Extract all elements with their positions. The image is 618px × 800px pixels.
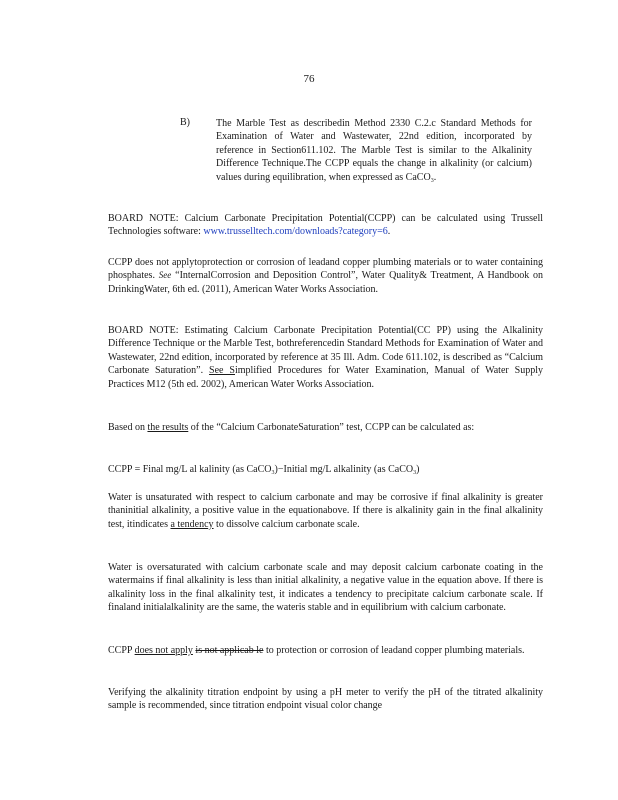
trussell-link[interactable]: www.trusselltech.com/downloads?category=6 bbox=[203, 226, 388, 238]
the-results-underlined: the results bbox=[147, 422, 189, 433]
struck-text: is not applicab le bbox=[195, 645, 264, 656]
board-note-trussell-end: . bbox=[387, 226, 391, 238]
does-not-apply-underlined: does not apply bbox=[134, 645, 193, 656]
board-note-estimating-citation: implified Procedures for Water Examination, Manual of Water Supply Practices M12 (5th ed. 2002), American Water Works Association. bbox=[108, 365, 544, 390]
formula-subscript-2: 3 bbox=[413, 470, 417, 476]
ccpp-phosphates-text: CCPP does not applytoprotection or corrosion of leadand copper plumbing materials or to water containing phosphates. bbox=[108, 257, 543, 282]
formula-part-3: ) bbox=[416, 464, 420, 475]
ccpp-formula bbox=[108, 463, 543, 480]
see-italic: See bbox=[158, 270, 172, 281]
verifying-paragraph bbox=[108, 686, 543, 713]
unsaturated-end: to dissolve calcium carbonate scale. bbox=[216, 518, 360, 530]
ccpp-not-apply-end: to protection or corrosion of leadand copper plumbing materials. bbox=[265, 645, 525, 656]
formula-part-2: )−Initial mg/L alkalinity (as CaCO bbox=[274, 464, 414, 475]
a-tendency-underlined: a tendency bbox=[170, 518, 214, 530]
based-on-paragraph bbox=[108, 421, 543, 434]
oversaturated-text: Water is oversaturated with calcium carbonate scale and may deposit calcium carbonate coating in the watermains if final alkalinity is less than initial alkalinity, a negative value in the equation above. If there is alkalinity loss in the final alkalinity test, it indicates a tendency to precipitate calcium carbonate scale. If finaland initialalkalinity are the same, the wateris stable and in equilibrium with calcium carbonate. bbox=[108, 562, 543, 614]
list-marker-b: B) bbox=[180, 117, 190, 128]
marble-test-subscript: 3 bbox=[430, 177, 434, 184]
board-note-estimating bbox=[108, 324, 543, 391]
marble-test-text bbox=[216, 117, 532, 188]
board-note-trussell-text: BOARD NOTE: Calcium Carbonate Precipitation Potential(CCPP) can be calculated using Trussell Technologies software: bbox=[108, 213, 543, 238]
unsaturated-text: Water is unsaturated with respect to calcium carbonate and may be corrosive if final alkalinity is greater thaninitial alkalinity, a positive value in the equationabove. If there is alkalinity gain in the final alkalinity test, itindicates bbox=[108, 492, 543, 530]
unsaturated-paragraph bbox=[108, 491, 543, 531]
formula-subscript-1: 3 bbox=[271, 470, 275, 476]
verifying-text: Verifying the alkalinity titration endpoint by using a pH meter to verify the pH of the titrated alkalinity sample is recommended, since titration endpoint visual color change bbox=[108, 687, 543, 712]
ccpp-label: CCPP bbox=[108, 645, 133, 656]
page-number: 76 bbox=[303, 73, 315, 85]
board-note-trussell bbox=[108, 212, 543, 239]
ccpp-not-apply-paragraph bbox=[108, 644, 543, 657]
oversaturated-paragraph bbox=[108, 561, 543, 615]
board-note-estimating-text: BOARD NOTE: Estimating Calcium Carbonate Precipitation Potential(CC PP) using the Alkalinity Difference Technique or the Marble Test, bothreferencedin Standard Methods for Examination of Water and Wastewater, 22nd edition, incorporated by reference at 35 Ill. Adm. Code 611.102, is described as “Calcium Carbonate Saturation”. bbox=[108, 325, 543, 377]
ccpp-phosphates-paragraph bbox=[108, 256, 543, 296]
marble-test-body: The Marble Test as describedin Method 2330 C.2.c Standard Methods for Examination of Water and Wastewater, 22nd edition, incorporated by reference in Section611.102. The Marble Test is similar to the Alkalinity Difference Technique.The CCPP equals the change in alkalinity (or calcium) values during equilibration, when expressed as CaCO bbox=[216, 118, 532, 183]
marble-test-item bbox=[216, 117, 532, 188]
see-underlined: See S bbox=[209, 365, 235, 377]
ccpp-phosphates-citation: “InternalCorrosion and Deposition Control”, Water Quality& Treatment, A Handbook on DrinkingWater, 6th ed. (2011), American Water Works Association. bbox=[108, 270, 544, 295]
formula-part-1: CCPP = Final mg/L al kalinity (as CaCO bbox=[108, 464, 272, 475]
marble-test-end: . bbox=[433, 171, 437, 183]
based-on-lead: Based on bbox=[108, 422, 145, 433]
based-on-rest: of the “Calcium CarbonateSaturation” test, CCPP can be calculated as: bbox=[190, 422, 475, 433]
